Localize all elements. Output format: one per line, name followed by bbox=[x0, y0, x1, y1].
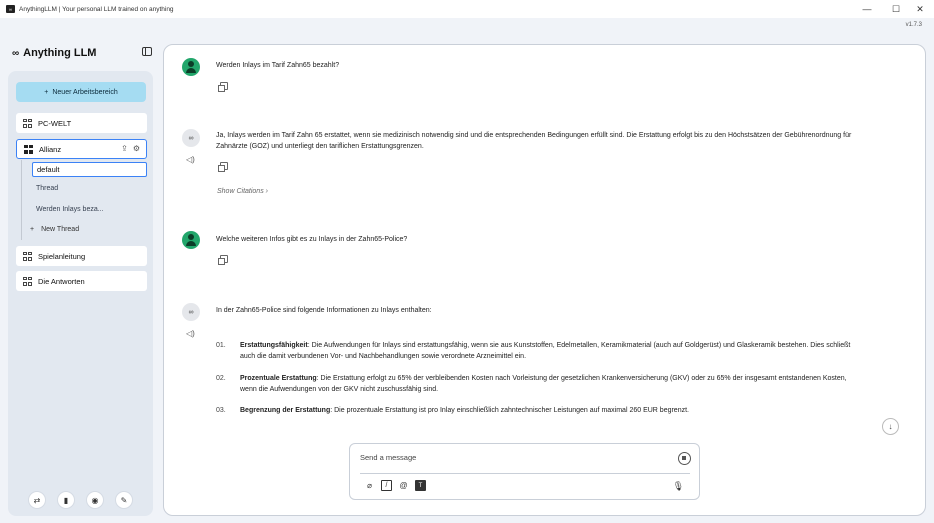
copy-icon[interactable] bbox=[220, 255, 228, 263]
composer-toolbar bbox=[364, 480, 426, 491]
workspace-name: PC-WELT bbox=[38, 118, 72, 128]
grid-icon bbox=[23, 119, 32, 128]
brand bbox=[12, 47, 96, 59]
app-logo-icon: ∞ bbox=[6, 5, 15, 13]
thread-item-default[interactable]: default bbox=[32, 162, 147, 177]
send-stop-button[interactable] bbox=[678, 452, 691, 465]
thread-tree-line bbox=[21, 160, 22, 240]
thread-item-thread[interactable]: Thread bbox=[36, 185, 59, 192]
workspace-item-die-antworten[interactable] bbox=[16, 271, 147, 291]
chat-panel bbox=[163, 44, 926, 516]
scroll-down-button[interactable]: ↓ bbox=[882, 418, 899, 435]
user-avatar bbox=[182, 231, 200, 249]
microphone-icon[interactable]: 🎙 bbox=[672, 481, 684, 491]
message-input[interactable] bbox=[360, 451, 660, 463]
sidebar-toggle-icon[interactable] bbox=[142, 47, 152, 56]
close-button[interactable]: ✕ bbox=[916, 3, 924, 14]
assistant-avatar: ∞ bbox=[182, 303, 200, 321]
composer-divider bbox=[360, 473, 690, 474]
grid-icon bbox=[24, 145, 33, 154]
grid-icon bbox=[23, 252, 32, 261]
slash-command-icon[interactable]: / bbox=[381, 480, 392, 491]
new-workspace-label: Neuer Arbeitsbereich bbox=[52, 88, 118, 96]
workspace-name: Die Antworten bbox=[38, 276, 85, 286]
docs-book-icon[interactable]: ▮ bbox=[57, 491, 75, 509]
assistant-avatar: ∞ bbox=[182, 129, 200, 147]
gear-icon[interactable]: ⚙ bbox=[132, 144, 140, 153]
minimize-button[interactable]: — bbox=[862, 4, 872, 14]
show-citations-button[interactable]: Show Citations › bbox=[217, 188, 268, 195]
plus-icon: + bbox=[30, 226, 35, 233]
infinity-logo-icon: ∞ bbox=[12, 47, 20, 59]
user-message: Werden Inlays im Tarif Zahn65 bezahlt? bbox=[216, 62, 340, 69]
upload-icon[interactable]: ⇪ bbox=[121, 144, 128, 153]
text-size-icon[interactable]: T bbox=[415, 480, 426, 491]
assistant-message: Ja, Inlays werden im Tarif Zahn 65 erstattet, wenn sie medizinisch notwendig sind und die entsprechenden Bedingungen erfüllt sind. Die Erstattung erfolgt bis zu den Höchstsätzen der Gebührenordnung für Zahnärzte (GOZ) und unterliegt den tariflichen Erstattungsgrenzen. bbox=[216, 132, 852, 150]
at-mention-icon[interactable]: @ bbox=[399, 481, 408, 490]
workspace-item-pc-welt[interactable] bbox=[16, 113, 147, 133]
grid-icon bbox=[23, 277, 32, 286]
new-workspace-button[interactable] bbox=[16, 82, 146, 102]
workspace-name: Allianz bbox=[39, 144, 62, 154]
user-avatar bbox=[182, 58, 200, 76]
plus-icon: + bbox=[44, 88, 49, 96]
workspace-panel bbox=[8, 71, 153, 516]
assistant-intro: In der Zahn65-Police sind folgende Informationen zu Inlays enthalten: bbox=[216, 307, 432, 314]
community-hub-icon[interactable]: ⇄ bbox=[28, 491, 46, 509]
workspace-item-spielanleitung[interactable] bbox=[16, 246, 147, 266]
list-number: 01. bbox=[216, 342, 226, 349]
sidebar bbox=[8, 40, 156, 516]
settings-wrench-icon[interactable]: ✎ bbox=[115, 491, 133, 509]
copy-icon[interactable] bbox=[220, 82, 228, 90]
list-item-text: : Die Erstattung erfolgt zu 65% der verbleibenden Kosten nach Vorleistung der gesetzlichen Krankenversicherung (GKV) oder zu 65% der insgesamt entstandenen Kosten, wenn die Aufwendungen von der GKV nicht zuschussfähig sind. bbox=[240, 375, 847, 393]
version-label: v1.7.3 bbox=[905, 22, 922, 28]
sidebar-footer bbox=[28, 491, 133, 509]
list-item-title: Prozentuale Erstattung bbox=[240, 375, 317, 382]
list-number: 03. bbox=[216, 407, 226, 414]
thread-item-inlays[interactable]: Werden Inlays beza... bbox=[36, 206, 104, 213]
speaker-icon[interactable]: ◁) bbox=[186, 329, 195, 338]
list-number: 02. bbox=[216, 375, 226, 382]
user-message: Welche weiteren Infos gibt es zu Inlays in der Zahn65-Police? bbox=[216, 236, 408, 243]
maximize-button[interactable]: ☐ bbox=[891, 3, 901, 14]
copy-icon[interactable] bbox=[220, 162, 228, 170]
list-item-text: : Die prozentuale Erstattung ist pro Inlay einschließlich zahntechnischer Leistungen auf maximal 260 EUR begrenzt. bbox=[330, 407, 689, 414]
new-thread-button[interactable] bbox=[30, 226, 79, 233]
list-item-text: : Die Aufwendungen für Inlays sind erstattungsfähig, wenn sie aus Kunststoffen, Edelmetallen, Keramikmaterial (auch auf Goldgerüst) und Glaskeramik bestehen. Dies schließt auch die damit verbundenen Vor- und Nachbehandlungen sowie verordnete Arzneimittel ein. bbox=[240, 342, 851, 360]
workspace-item-allianz[interactable] bbox=[16, 139, 147, 159]
new-thread-label: New Thread bbox=[41, 226, 80, 233]
list-item-title: Erstattungsfähigkeit bbox=[240, 342, 308, 349]
message-composer bbox=[349, 443, 700, 500]
speaker-icon[interactable]: ◁) bbox=[186, 155, 195, 164]
discord-icon[interactable]: ◉ bbox=[86, 491, 104, 509]
window-title: AnythingLLM | Your personal LLM trained on anything bbox=[19, 5, 174, 13]
attachment-icon[interactable]: ⌀ bbox=[367, 481, 372, 490]
brand-name: Anything LLM bbox=[23, 47, 97, 59]
title-bar bbox=[0, 0, 934, 18]
list-item-title: Begrenzung der Erstattung bbox=[240, 407, 331, 414]
workspace-name: Spielanleitung bbox=[38, 251, 86, 261]
